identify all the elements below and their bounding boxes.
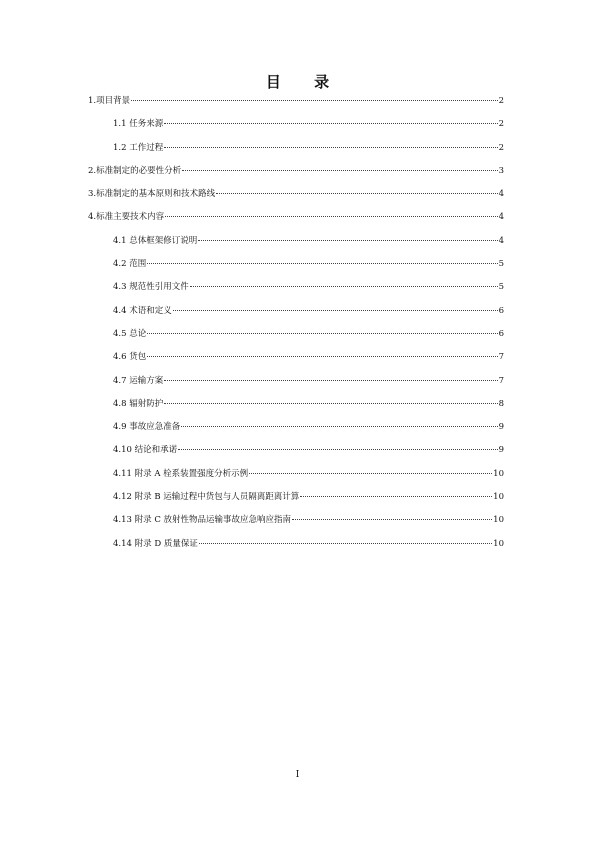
toc-entry-label: 4.5 总论 [113,328,147,339]
toc-entry[interactable] [88,422,504,445]
toc-entry-label: 4.2 范围 [113,259,147,270]
toc-entry-label: 1.项目背景 [88,96,131,106]
dot-leader [164,123,497,124]
toc-entry[interactable] [88,119,504,142]
dot-leader [249,473,492,474]
dot-leader [173,310,498,311]
toc-entry-label: 4.标准主要技术内容 [88,212,165,223]
toc-entry-page: 3 [498,165,504,176]
toc-entry[interactable] [88,189,504,212]
dot-leader [182,170,497,171]
toc-entry[interactable] [88,236,504,259]
dot-leader [147,263,497,264]
toc-entry[interactable] [88,212,504,235]
table-of-contents [88,96,504,562]
dot-leader [292,519,492,520]
toc-entry-label: 4.3 规范性引用文件 [113,282,189,293]
toc-title: 目 录 [265,73,344,91]
toc-entry-page: 4 [498,235,504,246]
toc-entry-label: 4.12 附录 B 运输过程中货包与人员隔离距离计算 [113,492,300,503]
toc-entry-page: 9 [498,445,504,456]
dot-leader [178,449,497,450]
toc-entry-label: 3.标准制定的基本原则和技术路线 [88,189,216,200]
toc-entry-label: 4.6 货包 [113,352,147,363]
toc-entry[interactable] [88,282,504,305]
dot-leader [216,193,497,194]
dot-leader [199,543,492,544]
toc-entry[interactable] [88,515,504,538]
toc-entry[interactable] [88,376,504,399]
toc-entry-page: 10 [493,468,504,479]
toc-entry[interactable] [88,469,504,492]
toc-entry[interactable] [88,352,504,375]
dot-leader [300,496,492,497]
dot-leader [147,333,497,334]
toc-entry-label: 4.11 附录 A 栓系装置强度分析示例 [113,468,249,479]
toc-entry-page: 6 [498,305,504,316]
toc-entry-label: 4.8 辐射防护 [113,398,164,409]
dot-leader [190,286,498,287]
toc-entry-label: 4.7 运输方案 [113,375,164,386]
toc-entry-page: 10 [493,492,504,503]
dot-leader [181,426,497,427]
dot-leader [147,356,497,357]
toc-entry-label: 1.2 工作过程 [113,142,164,153]
dot-leader [131,100,497,101]
toc-entry[interactable] [88,492,504,515]
page-number: I [295,770,300,780]
dot-leader [164,147,497,148]
toc-entry-page: 10 [493,515,504,526]
toc-entry-page: 2 [498,119,504,130]
toc-entry-page: 5 [498,282,504,293]
toc-entry[interactable] [88,539,504,562]
dot-leader [165,216,497,217]
toc-entry-label: 2.标准制定的必要性分析 [88,165,182,176]
dot-leader [164,380,497,381]
toc-entry-label: 4.10 结论和承诺 [113,445,178,456]
toc-entry-label: 4.9 事故应急准备 [113,422,181,433]
toc-entry-label: 1.1 任务来源 [113,119,164,130]
toc-entry-label: 4.14 附录 D 质量保证 [113,538,198,549]
toc-entry-page: 4 [498,212,504,223]
toc-entry-label: 4.13 附录 C 放射性物品运输事故应急响应指南 [113,515,292,526]
toc-entry[interactable] [88,96,504,119]
toc-entry-page: 10 [493,538,504,549]
toc-entry-page: 9 [498,422,504,433]
toc-entry-page: 8 [498,398,504,409]
toc-entry-label: 4.4 术语和定义 [113,305,172,316]
toc-entry-page: 2 [498,142,504,153]
dot-leader [198,240,497,241]
toc-entry[interactable] [88,445,504,468]
dot-leader [164,403,497,404]
toc-entry[interactable] [88,306,504,329]
toc-entry[interactable] [88,259,504,282]
toc-entry[interactable] [88,166,504,189]
toc-entry-page: 7 [498,352,504,363]
toc-entry-label: 4.1 总体框架修订说明 [113,235,198,246]
toc-entry[interactable] [88,329,504,352]
toc-entry[interactable] [88,143,504,166]
toc-entry-page: 2 [498,96,504,106]
toc-entry-page: 7 [498,375,504,386]
toc-entry-page: 5 [498,259,504,270]
toc-entry-page: 4 [498,189,504,200]
toc-entry[interactable] [88,399,504,422]
toc-entry-page: 6 [498,328,504,339]
